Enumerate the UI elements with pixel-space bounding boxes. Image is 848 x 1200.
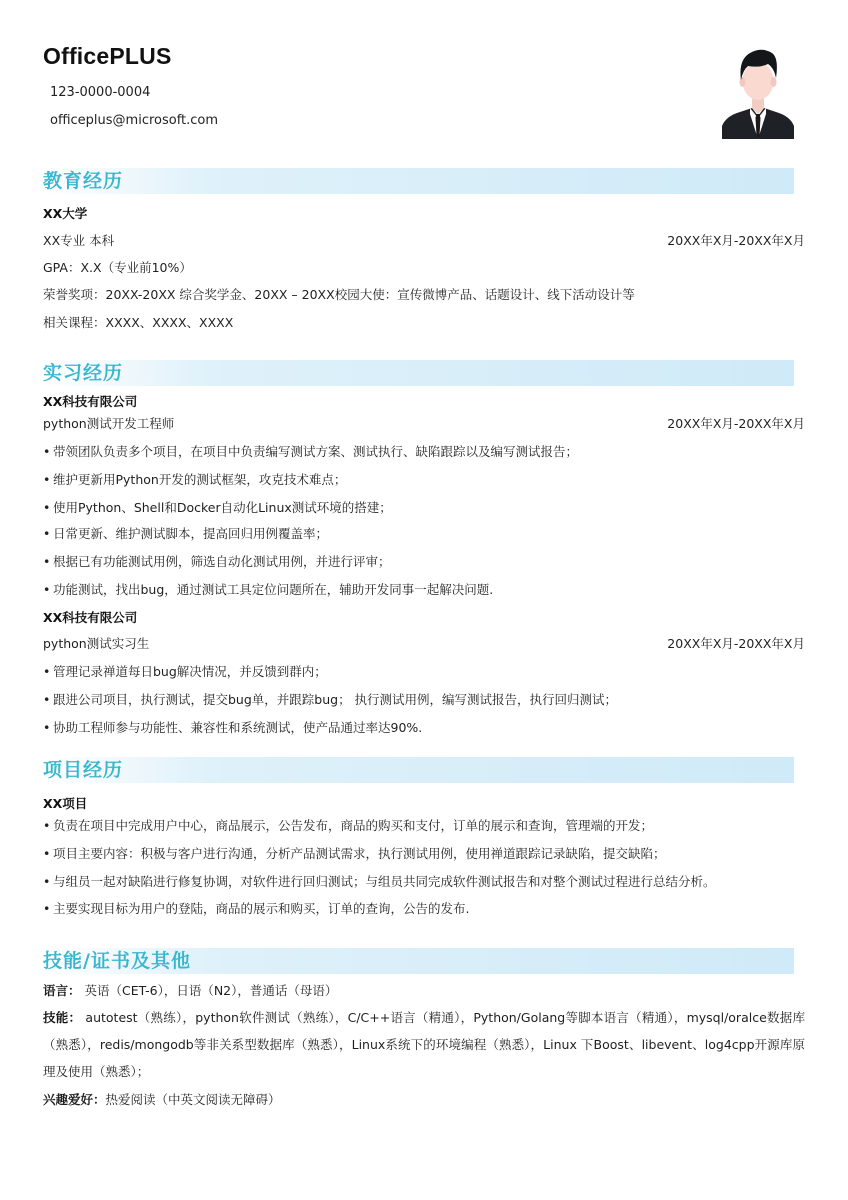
project-bullet: • 与组员一起对缺陷进行修复协调，对软件进行回归测试；与组员共同完成软件测试报告和对整个测试过程进行总结分析。 xyxy=(43,873,805,891)
education-section-title: 教育经历 xyxy=(43,170,124,192)
projects-section-title: 项目经历 xyxy=(43,759,124,781)
skills-section-header xyxy=(43,948,794,974)
job-1-bullet: • 使用Python、Shell和Docker自动化Linux测试环境的搭建； xyxy=(43,499,805,517)
phone-number: 123-0000-0004 xyxy=(50,85,151,100)
hobby-label: 兴趣爱好： xyxy=(43,1092,106,1107)
internship-section-header xyxy=(43,360,794,386)
email-address: officeplus@microsoft.com xyxy=(50,113,219,128)
education-school: XX大学 xyxy=(43,206,88,221)
job-1-bullet: • 根据已有功能测试用例，筛选自动化测试用例，并进行评审； xyxy=(43,553,805,571)
job-1-bullet: • 维护更新用Python开发的测试框架，攻克技术难点； xyxy=(43,471,805,489)
job-2-date: 20XX年X月-20XX年X月 xyxy=(667,636,805,651)
education-major: XX专业 本科 xyxy=(43,233,115,248)
education-date: 20XX年X月-20XX年X月 xyxy=(667,233,805,248)
job-1-bullet: • 功能测试，找出bug，通过测试工具定位问题所在，辅助开发同事一起解决问题. xyxy=(43,581,805,599)
job-2-role-row xyxy=(43,635,805,653)
internship-section-title: 实习经历 xyxy=(43,362,124,384)
project-bullet: • 主要实现目标为用户的登陆，商品的展示和购买，订单的查询，公告的发布. xyxy=(43,900,805,918)
education-major-row xyxy=(43,232,805,250)
job-2-company: XX科技有限公司 xyxy=(43,610,138,625)
avatar-icon xyxy=(722,44,794,139)
hobby-row xyxy=(43,1091,805,1109)
hobby-value: 热爱阅读（中英文阅读无障碍） xyxy=(105,1092,281,1107)
education-section-header xyxy=(43,168,794,194)
project-name: XX项目 xyxy=(43,796,88,811)
job-1-company: XX科技有限公司 xyxy=(43,394,138,409)
education-courses: 相关课程：XXXX、XXXX、XXXX xyxy=(43,315,234,330)
projects-section-header xyxy=(43,757,794,783)
job-1-bullet: • 带领团队负责多个项目，在项目中负责编写测试方案、测试执行、缺陷跟踪以及编写测试报告； xyxy=(43,443,805,461)
tech-value: autotest（熟练），python软件测试（熟练），C/C++语言（精通），Python/Golang等脚本语言（精通），mysql/oralce数据库（熟悉），redis/mongodb等非关系型数据库（熟悉），Linux系统下的环境编程（熟悉），Linux 下Boost、libevent、log4cpp开源库原理及使用（熟悉）； xyxy=(43,1010,805,1079)
job-1-date: 20XX年X月-20XX年X月 xyxy=(667,416,805,431)
tech-skills xyxy=(43,1004,805,1085)
project-bullet: • 负责在项目中完成用户中心，商品展示，公告发布，商品的购买和支付，订单的展示和查询，管理端的开发； xyxy=(43,817,805,835)
job-1-role: python测试开发工程师 xyxy=(43,416,175,431)
skills-section-title: 技能/证书及其他 xyxy=(43,950,191,972)
job-1-role-row xyxy=(43,415,805,433)
job-2-role: python测试实习生 xyxy=(43,636,150,651)
candidate-name: OfficePLUS xyxy=(43,43,172,69)
language-row xyxy=(43,982,805,1000)
job-2-bullet: • 管理记录禅道每日bug解决情况，并反馈到群内； xyxy=(43,663,805,681)
language-value: 英语（CET-6），日语（N2），普通话（母语） xyxy=(80,983,338,998)
job-2-bullet: • 协助工程师参与功能性、兼容性和系统测试，使产品通过率达90%. xyxy=(43,719,805,737)
education-gpa: GPA：X.X（专业前10%） xyxy=(43,260,192,275)
project-bullet: • 项目主要内容：积极与客户进行沟通，分析产品测试需求，执行测试用例，使用禅道跟踪记录缺陷，提交缺陷； xyxy=(43,845,805,863)
job-2-bullet: • 跟进公司项目，执行测试，提交bug单，并跟踪bug； 执行测试用例，编写测试报告，执行回归测试； xyxy=(43,691,805,709)
language-label: 语言： xyxy=(43,983,81,998)
tech-label: 技能： xyxy=(43,1010,82,1025)
education-honors: 荣誉奖项：20XX-20XX 综合奖学金、20XX – 20XX校园大使：宣传微博产品、话题设计、线下活动设计等 xyxy=(43,287,635,302)
job-1-bullet: • 日常更新、维护测试脚本，提高回归用例覆盖率； xyxy=(43,525,805,543)
